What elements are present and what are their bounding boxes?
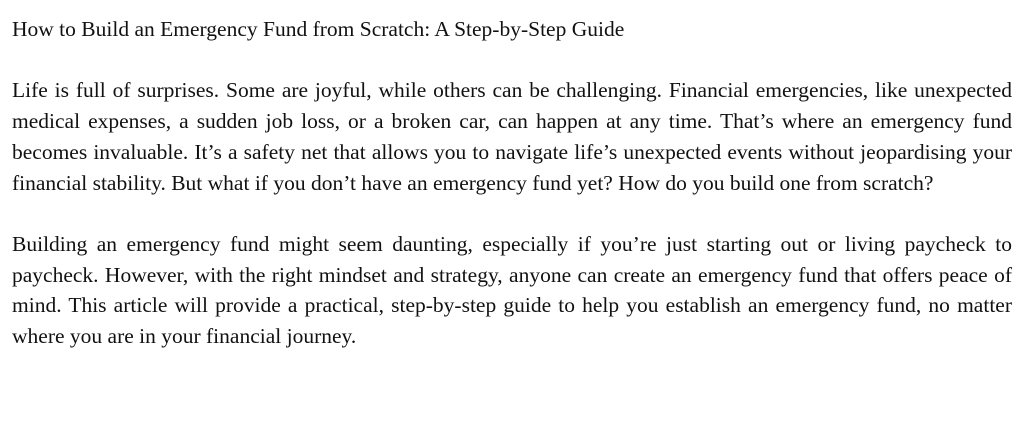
document-body [12,14,1012,352]
overview-paragraph: Building an emergency fund might seem daunting, especially if you’re just starting out or living paycheck to paycheck. However, with the right mindset and strategy, anyone can create an emergency fund that offers peace of mind. This article will provide a practical, step-by-step guide to help you establish an emergency fund, no matter where you are in your financial journey. [12,231,1012,348]
intro-paragraph: Life is full of surprises. Some are joyful, while others can be challenging. Financial emergencies, like unexpected medical expenses, a sudden job loss, or a broken car, can happen at any time. That’s where an emergency fund becomes invaluable. It’s a safety net that allows you to navigate life’s unexpected events without jeopardising your financial stability. But what if you don’t have an emergency fund yet? How do you build one from scratch? [12,78,1012,195]
document-title: How to Build an Emergency Fund from Scratch: A Step-by-Step Guide [12,17,625,41]
